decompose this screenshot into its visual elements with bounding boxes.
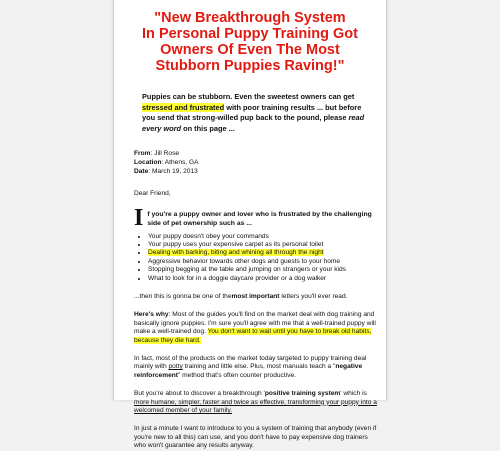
in-fact-text: " method that's often counter productive. xyxy=(177,371,296,379)
minute-paragraph: In just a minute I want to introduce to you a system of training that anybody (even if you're new to all this) can use, and you don't have to pay expensive dog trainers who won't guarantee any results anyway. xyxy=(134,425,377,450)
heres-why-label: Here's why xyxy=(134,311,169,319)
headline-line: Owners Of Even The Most xyxy=(160,42,340,58)
in-fact-bold: negative reinforcement xyxy=(134,363,363,379)
location-value: : Athens, GA xyxy=(161,158,199,166)
from-label: From xyxy=(134,150,151,158)
drop-cap: I xyxy=(134,204,144,231)
heres-why-highlight: You don't want to wait until you have to break old habits, because they die hard. xyxy=(134,328,372,344)
list-item: • Your puppy uses your expensive carpet as its personal toilet xyxy=(148,241,379,249)
date-value: : March 19, 2013 xyxy=(148,167,198,175)
discover-text: But you're about to discover a breakthrough ' xyxy=(134,390,265,398)
then-paragraph xyxy=(134,293,379,301)
intro-text: with poor training results ... but before you send that strong-willed pup back to the pound, please xyxy=(142,102,362,123)
intro-text: on this page ... xyxy=(181,123,235,133)
headline xyxy=(124,10,376,74)
list-item: • Aggressive behavior towards other dogs and guests to your home xyxy=(148,258,379,266)
location-line xyxy=(134,159,386,168)
list-item: • Your puppy doesn't obey your commands xyxy=(148,233,379,241)
headline-line: In Personal Puppy Training Got xyxy=(142,26,358,42)
intro-paragraph xyxy=(142,92,368,134)
then-text: letters you'll ever read. xyxy=(279,293,348,300)
from-line xyxy=(134,150,386,159)
from-value: : Jill Rose xyxy=(150,150,180,158)
in-fact-text: training and little else. Plus, most manuals teach a " xyxy=(182,363,336,371)
in-fact-underlined: potty xyxy=(168,363,183,371)
lead-text: f you're a puppy owner and lover who is frustrated by the challenging side of pet ownership such as ... xyxy=(147,210,372,227)
letter-meta xyxy=(134,150,386,176)
intro-text: Puppies can be stubborn. Even the sweetest owners can get xyxy=(142,92,355,101)
list-item-highlight: Dealing with barking, biting and whining all through the night xyxy=(148,249,324,257)
list-item: • What to look for in a doggie daycare provider or a dog walker xyxy=(148,275,379,283)
list-item xyxy=(148,249,379,257)
date-line xyxy=(134,168,386,177)
headline-line: Stubborn Puppies Raving!" xyxy=(155,58,345,74)
list-item: • Stopping begging at the table and jumping on strangers or your kids xyxy=(148,266,379,274)
discover-bold: positive training system xyxy=(264,390,341,398)
intro-emphasis: read every word xyxy=(142,113,365,133)
intro-highlight: stressed and frustrated xyxy=(142,102,225,112)
discover-text: ' which is xyxy=(340,390,367,398)
letter-body xyxy=(134,190,379,451)
lead-paragraph xyxy=(134,204,379,231)
problem-list xyxy=(134,233,379,283)
discover-paragraph xyxy=(134,390,379,415)
heres-why-text: : Most of the guides you'll find on the market deal with dog training and basically ignore puppies. I'm sure you'll agree with me that a well-trained puppy will make a well-trained dog. xyxy=(134,311,376,336)
heres-why-paragraph xyxy=(134,311,379,345)
discover-underlined: more humane, simpler, faster and twice as effective, transforming your puppy into a welcomed member of your family. xyxy=(134,398,377,415)
then-bold: most important xyxy=(231,293,280,300)
headline-line: "New Breakthrough System xyxy=(154,10,346,26)
location-label: Location xyxy=(134,158,162,166)
then-text: ...then this is gonna be one of the xyxy=(134,293,232,300)
in-fact-text: In fact, most of the products on the market today targeted to puppy training deal mainly with xyxy=(134,355,367,371)
sales-letter-page xyxy=(113,0,387,450)
in-fact-paragraph xyxy=(134,355,379,380)
date-label: Date xyxy=(134,167,149,175)
greeting: Dear Friend, xyxy=(134,190,171,198)
